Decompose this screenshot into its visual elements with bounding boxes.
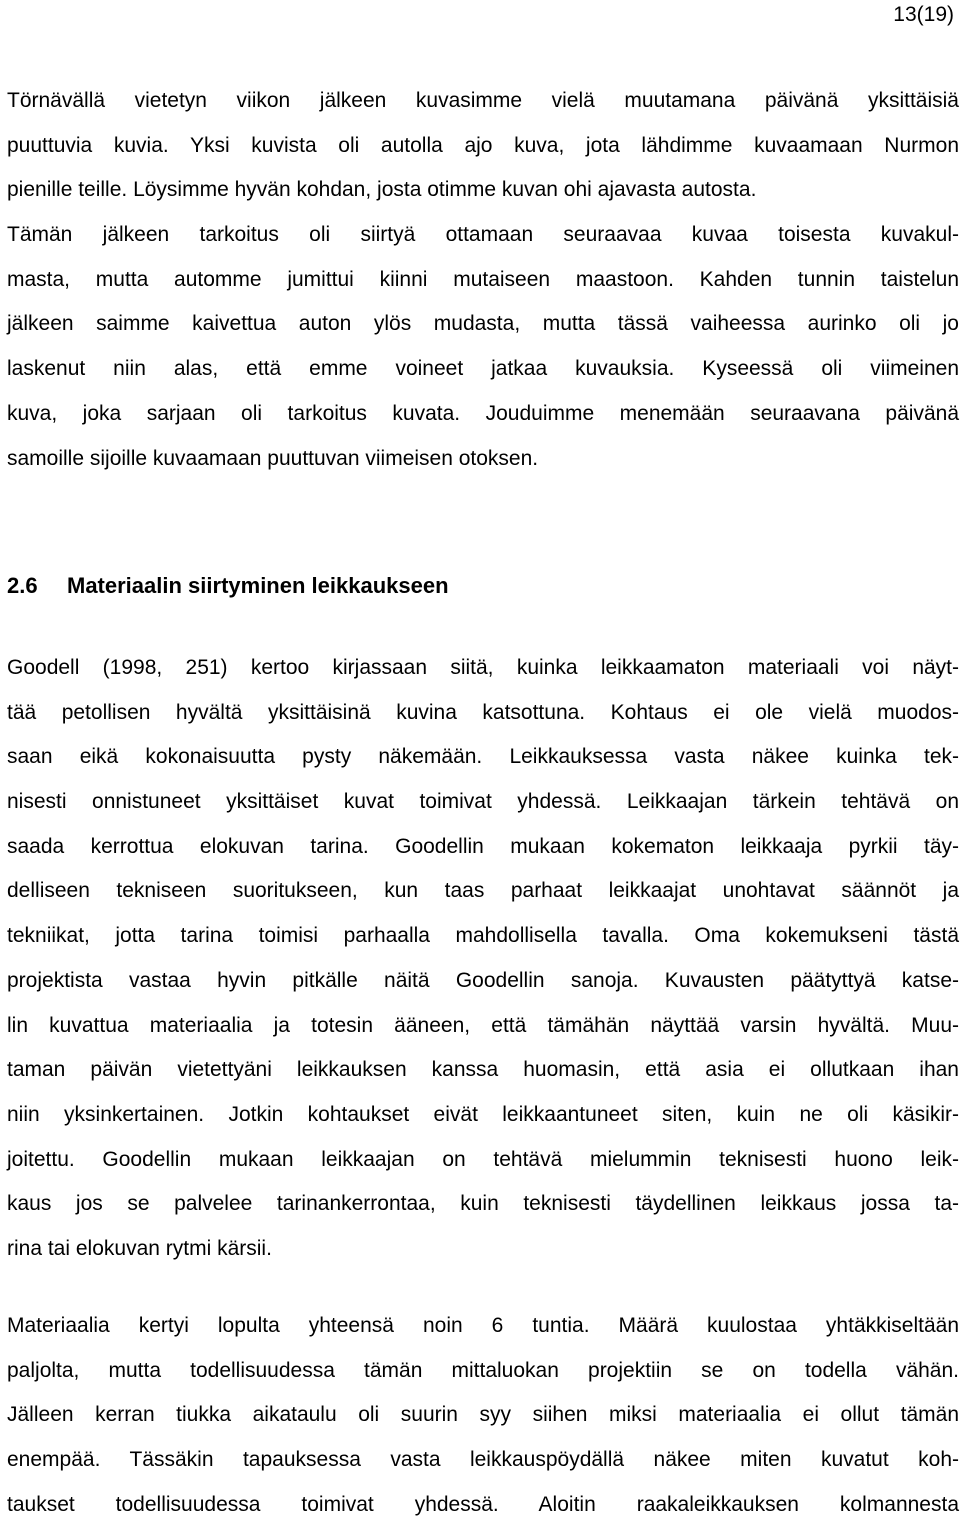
paragraph-line: rina tai elokuvan rytmi kärsii.: [7, 1236, 272, 1260]
paragraph-line: Jälleen kerran tiukka aikataulu oli suurin syy siihen miksi materiaalia ei ollut tämän: [7, 1403, 959, 1427]
paragraph-1: [7, 79, 959, 481]
paragraph-line: tää petollisen hyvältä yksittäisinä kuvina katsottuna. Kohtaus ei ole vielä muodos-: [7, 700, 959, 724]
paragraph-line: tekniikat, jotta tarina toimisi parhaalla mahdollisella tavalla. Oma kokemukseni tästä: [7, 924, 959, 948]
section-heading: [7, 566, 449, 606]
paragraph-line: samoille sijoille kuvaamaan puuttuvan viimeisen otoksen.: [7, 446, 539, 470]
paragraph-line: Tämän jälkeen tarkoitus oli siirtyä ottamaan seuraavaa kuvaa toisesta kuvakul-: [7, 223, 959, 247]
paragraph-line: delliseen tekniseen suoritukseen, kun taas parhaat leikkaajat unohtavat säännöt ja: [7, 879, 959, 903]
paragraph-line: joitettu. Goodellin mukaan leikkaajan on tehtävä mielummin teknisesti huono leik-: [7, 1147, 959, 1171]
paragraph-line: saan eikä kokonaisuutta pysty näkemään. Leikkauksessa vasta näkee kuinka tek-: [7, 745, 959, 769]
paragraph-line: paljolta, mutta todellisuudessa tämän mittaluokan projektiin se on todella vähän.: [7, 1358, 959, 1382]
paragraph-line: saada kerrottua elokuvan tarina. Goodellin mukaan kokematon leikkaaja pyrkii täy-: [7, 834, 959, 858]
paragraph-2: [7, 646, 959, 1272]
paragraph-line: enempää. Tässäkin tapauksessa vasta leikkauspöydällä näkee miten kuvatut koh-: [7, 1448, 959, 1472]
paragraph-line: masta, mutta automme jumittui kiinni mutaiseen maastoon. Kahden tunnin taistelun: [7, 267, 959, 291]
page-number: 13(19): [893, 3, 954, 26]
paragraph-line: laskenut niin alas, että emme voineet jatkaa kuvauksia. Kyseessä oli viimeinen: [7, 357, 959, 381]
paragraph-line: puuttuvia kuvia. Yksi kuvista oli autolla ajo kuva, jota lähdimme kuvaamaan Nurmon: [7, 133, 959, 157]
paragraph-line: Materiaalia kertyi lopulta yhteensä noin 6 tuntia. Määrä kuulostaa yhtäkkiseltään: [7, 1314, 959, 1337]
section-number: 2.6: [7, 573, 38, 598]
paragraph-line: niin yksinkertainen. Jotkin kohtaukset eivät leikkaantuneet siten, kuin ne oli käsikir-: [7, 1102, 959, 1126]
paragraph-line: kuva, joka sarjaan oli tarkoitus kuvata. Jouduimme menemään seuraavana päivänä: [7, 401, 959, 425]
paragraph-line: pienille teille. Löysimme hyvän kohdan, josta otimme kuvan ohi ajavasta autosta.: [7, 178, 757, 202]
paragraph-3: [7, 1304, 959, 1527]
paragraph-line: taukset todellisuudessa toimivat yhdessä. Aloitin raakaleikkauksen kolmannesta: [7, 1492, 959, 1516]
paragraph-line: taman päivän vietettyäni leikkauksen kanssa huomasin, että asia ei ollutkaan ihan: [7, 1058, 959, 1082]
paragraph-line: nisesti onnistuneet yksittäiset kuvat toimivat yhdessä. Leikkaajan tärkein tehtävä on: [7, 790, 959, 814]
paragraph-line: lin kuvattua materiaalia ja totesin ääneen, että tämähän näyttää varsin hyvältä. Muu-: [7, 1013, 959, 1037]
paragraph-line: Törnävällä vietetyn viikon jälkeen kuvasimme vielä muutamana päivänä yksittäisiä: [7, 89, 959, 112]
paragraph-line: jälkeen saimme kaivettua auton ylös mudasta, mutta tässä vaiheessa aurinko oli jo: [7, 312, 959, 336]
paragraph-line: Goodell (1998, 251) kertoo kirjassaan siitä, kuinka leikkaamaton materiaali voi näyt-: [7, 656, 959, 679]
paragraph-line: kaus jos se palvelee tarinankerrontaa, kuin teknisesti täydellinen leikkaus jossa ta-: [7, 1192, 959, 1216]
section-title: Materiaalin siirtyminen leikkaukseen: [67, 573, 449, 598]
paragraph-line: projektista vastaa hyvin pitkälle näitä Goodellin sanoja. Kuvausten päätyttyä katse-: [7, 968, 959, 992]
